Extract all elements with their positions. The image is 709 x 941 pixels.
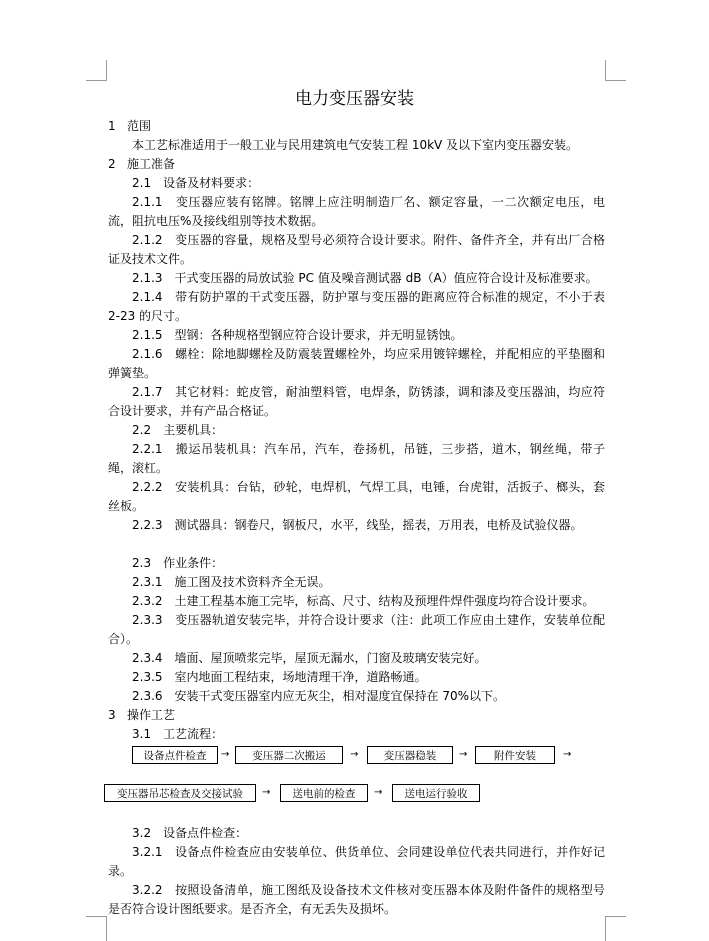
section-1-number: 1 (108, 119, 116, 133)
section-1-text: 本工艺标准适用于一般工业与民用建筑电气安装工程 10kV 及以下室内变压器安装。 (132, 138, 579, 152)
item-2-3-1: 2.3.1 施工图及技术资料齐全无误。 (132, 575, 331, 589)
flow-step-3: 变压器稳装 (367, 746, 453, 764)
item-2-2-3: 2.2.3 测试器具：钢卷尺，钢板尺，水平，线坠，摇表，万用表，电桥及试验仪器。 (132, 518, 583, 532)
flow-step-7: 送电运行验收 (392, 784, 480, 802)
section-3-number: 3 (108, 708, 116, 722)
item-2-3-4: 2.3.4 墙面、屋顶喷浆完毕，屋顶无漏水，门窗及玻璃安装完好。 (132, 651, 487, 665)
section-1-title: 范围 (127, 119, 152, 133)
subsection-2-3: 2.3 作业条件： (132, 556, 224, 570)
crop-mark-bottom-left (86, 916, 107, 941)
item-2-1-6: 2.1.6 螺栓：除地脚螺栓及防震装置螺栓外，均应采用镀锌螺栓，并配相应的平垫圈和弹簧垫。 (108, 347, 605, 380)
section-1-heading (108, 117, 605, 136)
section-3-heading (108, 706, 605, 725)
crop-mark-top-right (605, 60, 626, 81)
process-flow-row-2 (108, 780, 605, 824)
item-2-1-1: 2.1.1 变压器应装有铭牌。铭牌上应注明制造厂名、额定容量，一二次额定电压，电流，阻抗电压%及接线组别等技术数据。 (108, 195, 605, 228)
item-2-2-2: 2.2.2 安装机具：台钻，砂轮，电焊机，气焊工具，电锤，台虎钳，活扳子、榔头，套丝板。 (108, 480, 605, 513)
flow-step-4: 附件安装 (475, 746, 555, 764)
item-2-1-4: 2.1.4 带有防护罩的干式变压器，防护罩与变压器的距离应符合标准的规定，不小于表 2-23 的尺寸。 (108, 290, 605, 323)
item-2-1-2: 2.1.2 变压器的容量，规格及型号必须符合设计要求。附件、备件齐全，并有出厂合格证及技术文件。 (108, 233, 605, 266)
flow-arrow-2: → (350, 749, 359, 760)
blank-line (108, 535, 605, 554)
crop-mark-top-left (86, 60, 107, 81)
item-2-1-5: 2.1.5 型钢：各种规格型钢应符合设计要求，并无明显锈蚀。 (132, 328, 463, 342)
item-3-2-2: 3.2.2 按照设备清单，施工图纸及设备技术文件核对变压器本体及附件备件的规格型号是否符合设计图纸要求。是否齐全，有无丢失及损坏。 (108, 883, 605, 916)
flow-arrow-6: → (374, 787, 383, 798)
section-2-heading (108, 155, 605, 174)
document-title: 电力变压器安装 (295, 89, 414, 109)
section-2-title: 施工准备 (127, 157, 176, 171)
item-2-3-6: 2.3.6 安装干式变压器室内应无灰尘，相对湿度宜保持在 70%以下。 (132, 689, 506, 703)
subsection-2-1: 2.1 设备及材料要求： (132, 176, 260, 190)
section-3-title: 操作工艺 (127, 708, 176, 722)
item-2-3-3: 2.3.3 变压器轨道安装完毕，并符合设计要求（注：此项工作应由土建作，安装单位配合）。 (108, 613, 605, 646)
item-2-2-1: 2.2.1 搬运吊装机具：汽车吊，汽车，卷扬机，吊链，三步搭，道木，钢丝绳，带子绳，滚杠。 (108, 442, 605, 475)
subsection-3-2: 3.2 设备点件检查： (132, 826, 248, 840)
item-2-3-2: 2.3.2 土建工程基本施工完毕，标高、尺寸、结构及预埋件焊件强度均符合设计要求。 (132, 594, 595, 608)
item-2-3-5: 2.3.5 室内地面工程结束，场地清理干净，道路畅通。 (132, 670, 427, 684)
flow-step-5: 变压器吊芯检查及交接试验 (104, 784, 256, 802)
item-2-1-3: 2.1.3 干式变压器的局放试验 PC 值及噪音测试器 dB（A）值应符合设计及标准要求。 (132, 271, 598, 285)
flow-step-6: 送电前的检查 (280, 784, 368, 802)
subsection-2-2: 2.2 主要机具： (132, 423, 224, 437)
flow-arrow-4: → (563, 749, 572, 760)
item-3-2-1: 3.2.1 设备点件检查应由安装单位、供货单位、会同建设单位代表共同进行，并作好记录。 (108, 845, 605, 878)
flow-arrow-1: → (221, 749, 230, 760)
flow-step-1: 设备点件检查 (132, 746, 218, 764)
process-flow-row-1 (108, 744, 605, 780)
document-body (108, 117, 605, 919)
subsection-3-1: 3.1 工艺流程： (132, 727, 224, 741)
flow-arrow-5: → (262, 787, 271, 798)
section-2-number: 2 (108, 157, 116, 171)
item-2-1-7: 2.1.7 其它材料：蛇皮管，耐油塑料管，电焊条，防锈漆，调和漆及变压器油，均应符合设计要求，并有产品合格证。 (108, 385, 605, 418)
flow-step-2: 变压器二次搬运 (235, 746, 343, 764)
crop-mark-bottom-right (605, 916, 626, 941)
flow-arrow-3: → (459, 749, 468, 760)
